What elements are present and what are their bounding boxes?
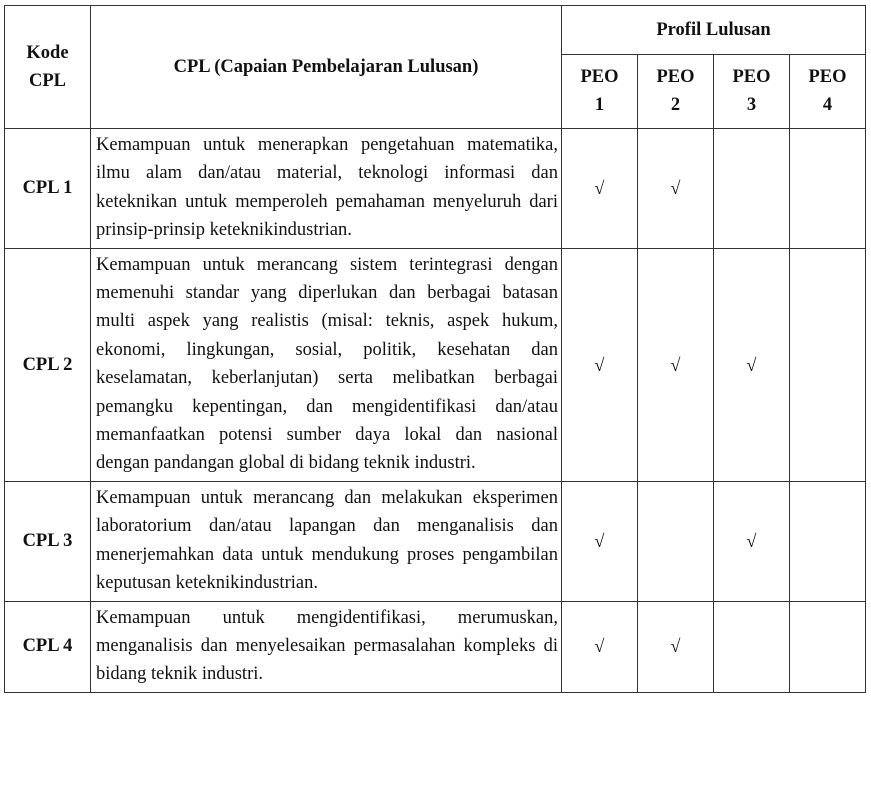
table-row bbox=[5, 481, 866, 601]
peo-check-cell: √ bbox=[638, 601, 714, 692]
cpl-description: Kemampuan untuk merancang dan melakukan eksperimen laboratorium dan/atau lapangan dan menganalisis dan menerjemahkan data untuk mendukung proses pengambilan keputusan keteknikindustrian. bbox=[91, 481, 562, 601]
cpl-code: CPL 4 bbox=[5, 601, 91, 692]
header-peo-number: 4 bbox=[822, 95, 833, 115]
header-peo-number: 3 bbox=[746, 95, 757, 115]
peo-check-cell: √ bbox=[562, 129, 638, 249]
table-row bbox=[5, 248, 866, 481]
header-peo-label: PEO bbox=[732, 67, 771, 87]
cpl-description: Kemampuan untuk menerapkan pengetahuan matematika, ilmu alam dan/atau material, teknologi informasi dan keteknikan untuk memperoleh pemahaman menyeluruh dari prinsip-prinsip keteknikindustrian. bbox=[91, 129, 562, 249]
header-peo-label: PEO bbox=[808, 67, 847, 87]
cpl-description: Kemampuan untuk mengidentifikasi, merumuskan, menganalisis dan menyelesaikan permasalahan kompleks di bidang teknik industri. bbox=[91, 601, 562, 692]
header-peo-4 bbox=[790, 55, 866, 129]
header-kode-line1: Kode bbox=[26, 43, 69, 63]
peo-check-cell: √ bbox=[638, 248, 714, 481]
header-kode-cpl bbox=[5, 6, 91, 129]
header-peo-3 bbox=[714, 55, 790, 129]
cpl-code: CPL 3 bbox=[5, 481, 91, 601]
cpl-code: CPL 1 bbox=[5, 129, 91, 249]
header-peo-number: 1 bbox=[594, 95, 605, 115]
header-peo-label: PEO bbox=[656, 67, 695, 87]
table-row bbox=[5, 129, 866, 249]
header-peo-number: 2 bbox=[670, 95, 681, 115]
table-row bbox=[5, 601, 866, 692]
peo-check-cell bbox=[790, 129, 866, 249]
cpl-description: Kemampuan untuk merancang sistem terintegrasi dengan memenuhi standar yang diperlukan dan berbagai batasan multi aspek yang realistis (misal: teknis, aspek hukum, ekonomi, lingkungan, sosial, politik, kesehatan dan keselamatan, keberlanjutan) serta melibatkan berbagai pemangku kepentingan, dan mengidentifikasi dan/atau memanfaatkan potensi sumber daya lokal dan nasional dengan pandangan global di bidang teknik industri. bbox=[91, 248, 562, 481]
peo-check-cell bbox=[790, 601, 866, 692]
peo-check-cell: √ bbox=[562, 601, 638, 692]
peo-check-cell bbox=[790, 481, 866, 601]
peo-check-cell: √ bbox=[562, 481, 638, 601]
cpl-code: CPL 2 bbox=[5, 248, 91, 481]
header-peo-1 bbox=[562, 55, 638, 129]
peo-check-cell: √ bbox=[562, 248, 638, 481]
peo-check-cell bbox=[638, 481, 714, 601]
peo-check-cell: √ bbox=[714, 481, 790, 601]
header-peo-2 bbox=[638, 55, 714, 129]
peo-check-cell: √ bbox=[714, 248, 790, 481]
peo-check-cell bbox=[714, 601, 790, 692]
header-kode-line2: CPL bbox=[29, 71, 66, 91]
peo-check-cell bbox=[790, 248, 866, 481]
header-peo-label: PEO bbox=[580, 67, 619, 87]
header-profil-lulusan: Profil Lulusan bbox=[562, 6, 866, 55]
peo-check-cell: √ bbox=[638, 129, 714, 249]
peo-check-cell bbox=[714, 129, 790, 249]
header-cpl-title: CPL (Capaian Pembelajaran Lulusan) bbox=[91, 6, 562, 129]
cpl-peo-table bbox=[4, 5, 866, 693]
